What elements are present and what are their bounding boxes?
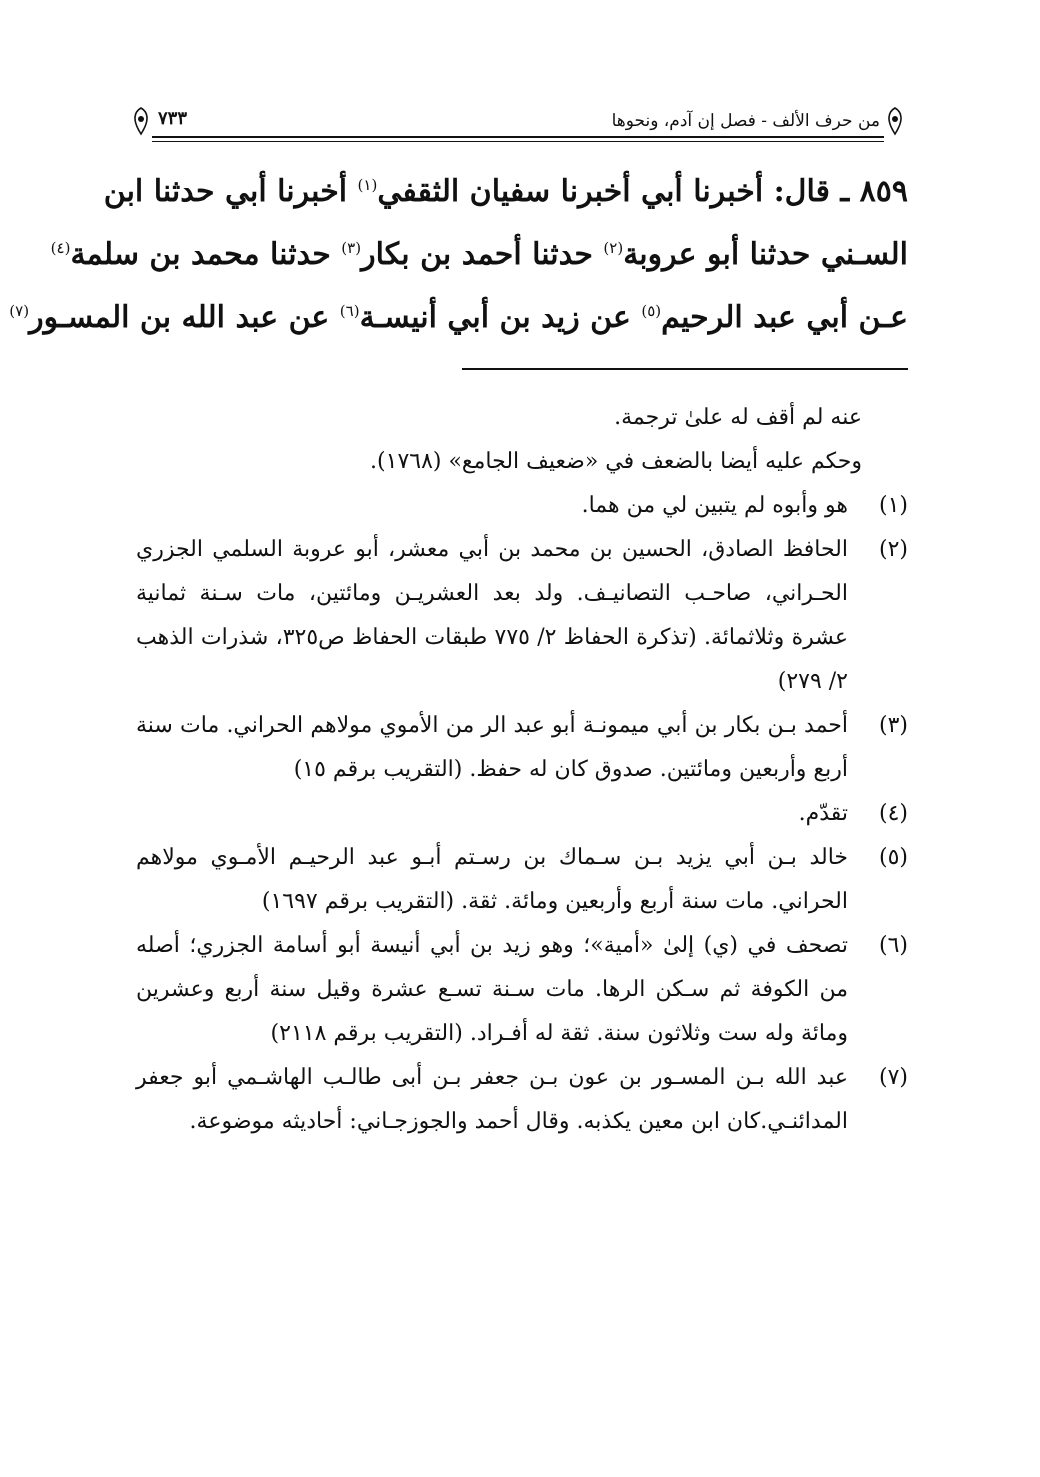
footnote-ref[interactable]: (٣) (341, 239, 362, 257)
running-title: من حرف الألف - فصل إن آدم، ونحوها (611, 111, 880, 131)
footnote-ref[interactable]: (٢) (603, 239, 624, 257)
continuation-line: وحكم عليه أيضا بالضعف في «ضعيف الجامع» (١٧٦٨). (370, 449, 862, 474)
hadith-text (9, 160, 908, 349)
page-number: ٧٣٣ (158, 108, 188, 129)
continuation-line: عنه لم أقف له علىٰ ترجمة. (614, 405, 862, 430)
hadith-line: ٨٥٩ ـ قال: أخبرنا أبي أخبرنا سفيان الثقفي$^{(١)}$ أخبرنا أبي حدثنا ابن (103, 174, 908, 209)
footnote-ref[interactable]: (٦) (339, 302, 360, 320)
hadith-line: عـن أبي عبد الرحيم$^{(٥)}$ عن زيد بن أبي أنيسـة$^{(٦)}$ عن عبد الله بن المسـور$^{(٧)}$ (9, 300, 908, 335)
footnote-number: (٢) (878, 537, 908, 562)
footnote-ref[interactable]: (٧) (9, 302, 30, 320)
footnote-item (136, 792, 908, 836)
header-ornament-left-icon (128, 106, 154, 136)
footnote-number: (١) (878, 493, 908, 518)
footnote-text: الحافظ الصادق، الحسين بن محمد بن أبي معشر، أبو عروبة السلمي الجزري الحـراني، صاحـب التصانيـف. ولد بعد العشريـن ومائتين، مات سـنة ثمانية عشرة وثلاثمائة. (تذكرة الحفاظ ٢/ ٧٧٥ طبقات الحفاظ ص٣٢٥، شذرات الذهب ٢/ ٢٧٩) (136, 537, 849, 694)
footnote-text: عبد الله بـن المسـور بن عون بـن جعفر بـن أبى طالـب الهاشـمي أبو جعفر المدائنـي.كان ابن معين يكذبه. وقال أحمد والجوزجـاني: أحاديثه موضوعة. (136, 1065, 848, 1134)
header-ornament-right-icon (882, 106, 908, 136)
page-header (128, 104, 908, 142)
footnote-divider (462, 368, 908, 370)
header-rule-thin (152, 141, 884, 142)
footnote-item (136, 836, 908, 924)
footnote-number: (٧) (878, 1065, 908, 1090)
footnote-number: (٦) (878, 933, 908, 958)
footnote-item (136, 1056, 908, 1144)
footnote-text: تصحف في (ي) إلىٰ «أمية»؛ وهو زيد بن أبي أنيسة أبو أسامة الجزري؛ أصله من الكوفة ثم سـكن الرها. مات سـنة تسـع عشرة وقيل سنة أربع وعشرين ومائة وله ست وثلاثون سنة. ثقة له أفـراد. (التقريب برقم ٢١١٨) (136, 933, 848, 1046)
footnote-number: (٥) (878, 845, 908, 870)
footnote-item (136, 924, 908, 1056)
footnote-number: (٤) (878, 801, 908, 826)
footnote-text: أحمد بـن بكار بن أبي ميمونـة أبو عبد الر من الأموي مولاهم الحراني. مات سنة أربع وأربعين ومائتين. صدوق كان له حفظ. (التقريب برقم ١٥) (136, 713, 848, 782)
footnote-ref[interactable]: (١) (357, 176, 378, 194)
footnote-item (136, 484, 908, 528)
footnote-ref[interactable]: (٥) (641, 302, 662, 320)
footnote-text: خالد بـن أبي يزيد بـن سـماك بن رسـتم أبـو عبد الرحيـم الأمـوي مولاهم الحراني. مات سنة أربع وأربعين ومائة. ثقة. (التقريب برقم ١٦٩٧) (136, 845, 848, 914)
footnotes (136, 396, 908, 1144)
header-rule (152, 136, 884, 138)
footnote-item (136, 704, 908, 792)
footnote-ref[interactable]: (٤) (50, 239, 71, 257)
footnote-number: (٣) (878, 713, 908, 738)
hadith-line: السـني حدثنا أبو عروبة$^{(٢)}$ حدثنا أحمد بن بكار$^{(٣)}$ حدثنا محمد بن سلمة$^{(٤)}$ (50, 237, 908, 272)
footnote-text: هو وأبوه لم يتبين لي من هما. (581, 493, 848, 518)
footnote-item (136, 528, 908, 704)
footnote-text: تقدّم. (798, 801, 848, 826)
